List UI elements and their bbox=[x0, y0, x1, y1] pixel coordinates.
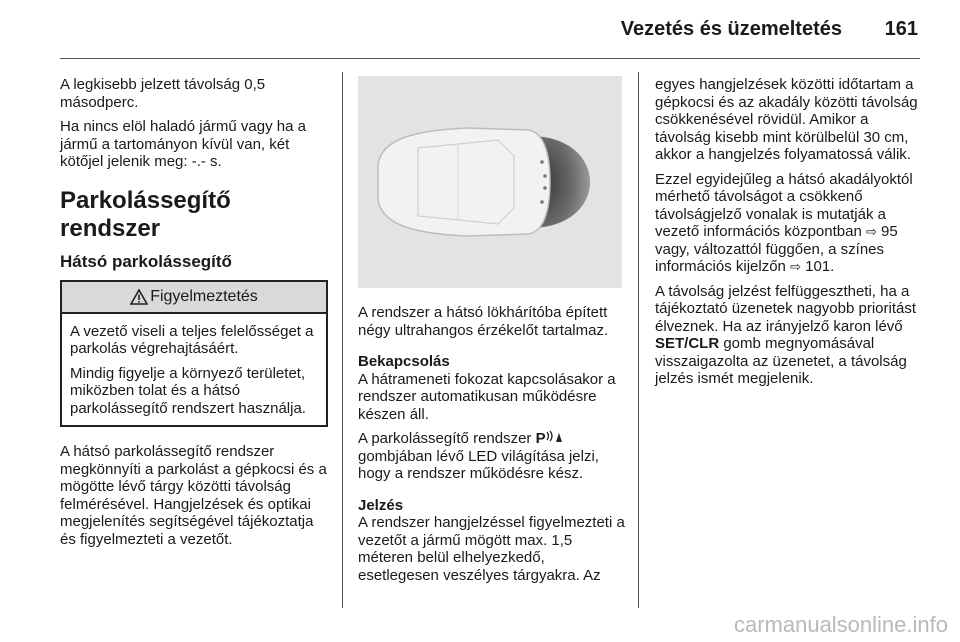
column-divider-2 bbox=[638, 72, 639, 608]
warning-title: Figyelmeztetés bbox=[150, 288, 258, 306]
paragraph-rear-assist: A hátsó parkolássegítő rendszer megkönnyíti a parkolást a gépkocsi és a mögötte lévő tárgy közötti távolság felmérésével. Hangjelzések és optikai megjelenítés segítségével tájékoztatja és figyelmezteti a vezetőt. bbox=[60, 443, 327, 548]
page-ref-101[interactable]: 101 bbox=[805, 258, 831, 275]
warning-box bbox=[60, 280, 328, 427]
subsection-heading: Hátsó parkolássegítő bbox=[60, 251, 232, 271]
parking-sensor-figure bbox=[358, 76, 622, 288]
paragraph-suspend bbox=[655, 283, 921, 388]
page-ref-arrow-icon: ⇨ bbox=[865, 224, 877, 239]
led-text-a: A parkolássegítő rendszer bbox=[358, 430, 536, 447]
paragraph-min-distance: A legkisebb jelzett távolság 0,5 másodperc. bbox=[60, 76, 266, 111]
paragraph-no-vehicle: Ha nincs elöl haladó jármű vagy ha a jármű a tartományon kívül van, két kötőjel jelenik meg: -.- s. bbox=[60, 118, 306, 170]
sensor-dot-3 bbox=[543, 186, 547, 190]
paragraph-distance-lines bbox=[655, 171, 921, 276]
page-header-title: Vezetés és üzemeltetés bbox=[620, 18, 842, 40]
watermark: carmanualsonline.info bbox=[733, 612, 948, 637]
park-assist-waves-icon bbox=[546, 430, 562, 443]
paragraph-activation: A hátrameneti fokozat kapcsolásakor a rendszer automatikusan működésre készen áll. bbox=[358, 370, 616, 423]
set-clr-label: SET/CLR bbox=[655, 335, 720, 352]
column-2 bbox=[358, 76, 626, 591]
subheading-signal: Jelzés bbox=[358, 496, 404, 514]
paragraph-sensors: A rendszer a hátsó lökhárítóba épített négy ultrahangos érzékelőt tartalmaz. bbox=[358, 304, 609, 339]
suspend-text-b: gomb megnyomásával visszaigazolta az üzenetet, a távolság jelzés ismét megjelenik. bbox=[655, 335, 907, 387]
page-number: 161 bbox=[884, 18, 918, 40]
sensor-dot-1 bbox=[540, 160, 544, 164]
park-assist-icon: P bbox=[535, 430, 546, 447]
car-with-sensor-zone-illustration bbox=[358, 76, 622, 288]
column-1 bbox=[60, 76, 328, 555]
suspend-text-a: A távolság jelzést felfüggesztheti, ha a tájékoztató üzenetek nagyobb prioritást élveznek. Ha az irányjelző karon lévő bbox=[655, 282, 916, 335]
column-3 bbox=[655, 76, 921, 395]
column-divider-1 bbox=[342, 72, 343, 608]
distance-text-a: Ezzel egyidejűleg a hátsó akadályoktól mérhető távolságot a csökkenő távolságjelző vonalak is mutatják a vezető információs központban bbox=[655, 170, 913, 240]
warning-paragraph-2: Mindig figyelje a környező területet, miközben tolat és a hátsó parkolássegítő rendszert használja. bbox=[70, 364, 306, 417]
sensor-dot-4 bbox=[540, 200, 544, 204]
paragraph-led bbox=[358, 430, 626, 483]
subheading-activation: Bekapcsolás bbox=[358, 353, 450, 370]
led-text-b: gombjában lévő LED világítása jelzi, hogy a rendszer működésre kész. bbox=[358, 447, 599, 482]
warning-body bbox=[62, 314, 326, 426]
distance-text-c: . bbox=[830, 258, 835, 275]
warning-triangle-icon bbox=[130, 289, 148, 305]
distance-text-b: vagy, változattól függően, a színes információs kijelzőn bbox=[655, 240, 885, 275]
page-ref-arrow-icon: ⇨ bbox=[790, 259, 801, 274]
sensor-dot-2 bbox=[543, 174, 547, 178]
page-ref-95[interactable]: 95 bbox=[881, 223, 898, 240]
paragraph-interval: egyes hangjelzések közötti időtartam a gépkocsi és az akadály közötti távolság csökkenésével rövidül. Amikor a távolság kisebb mint körülbelül 30 cm, akkor a hangjelzés folyamatossá válik. bbox=[655, 76, 918, 163]
paragraph-signal: A rendszer hangjelzéssel figyelmezteti a vezetőt a jármű mögött max. 1,5 méteren belül elhelyezkedő, esetlegesen veszélyes tárgyakra. Az bbox=[358, 514, 625, 584]
warning-paragraph-1: A vezető viseli a teljes felelősséget a parkolás végrehajtásáért. bbox=[70, 322, 314, 358]
section-heading: Parkolássegítő rendszer bbox=[60, 186, 231, 242]
car-body-shape bbox=[378, 128, 550, 236]
warning-header bbox=[62, 282, 326, 314]
header-rule bbox=[60, 58, 920, 59]
